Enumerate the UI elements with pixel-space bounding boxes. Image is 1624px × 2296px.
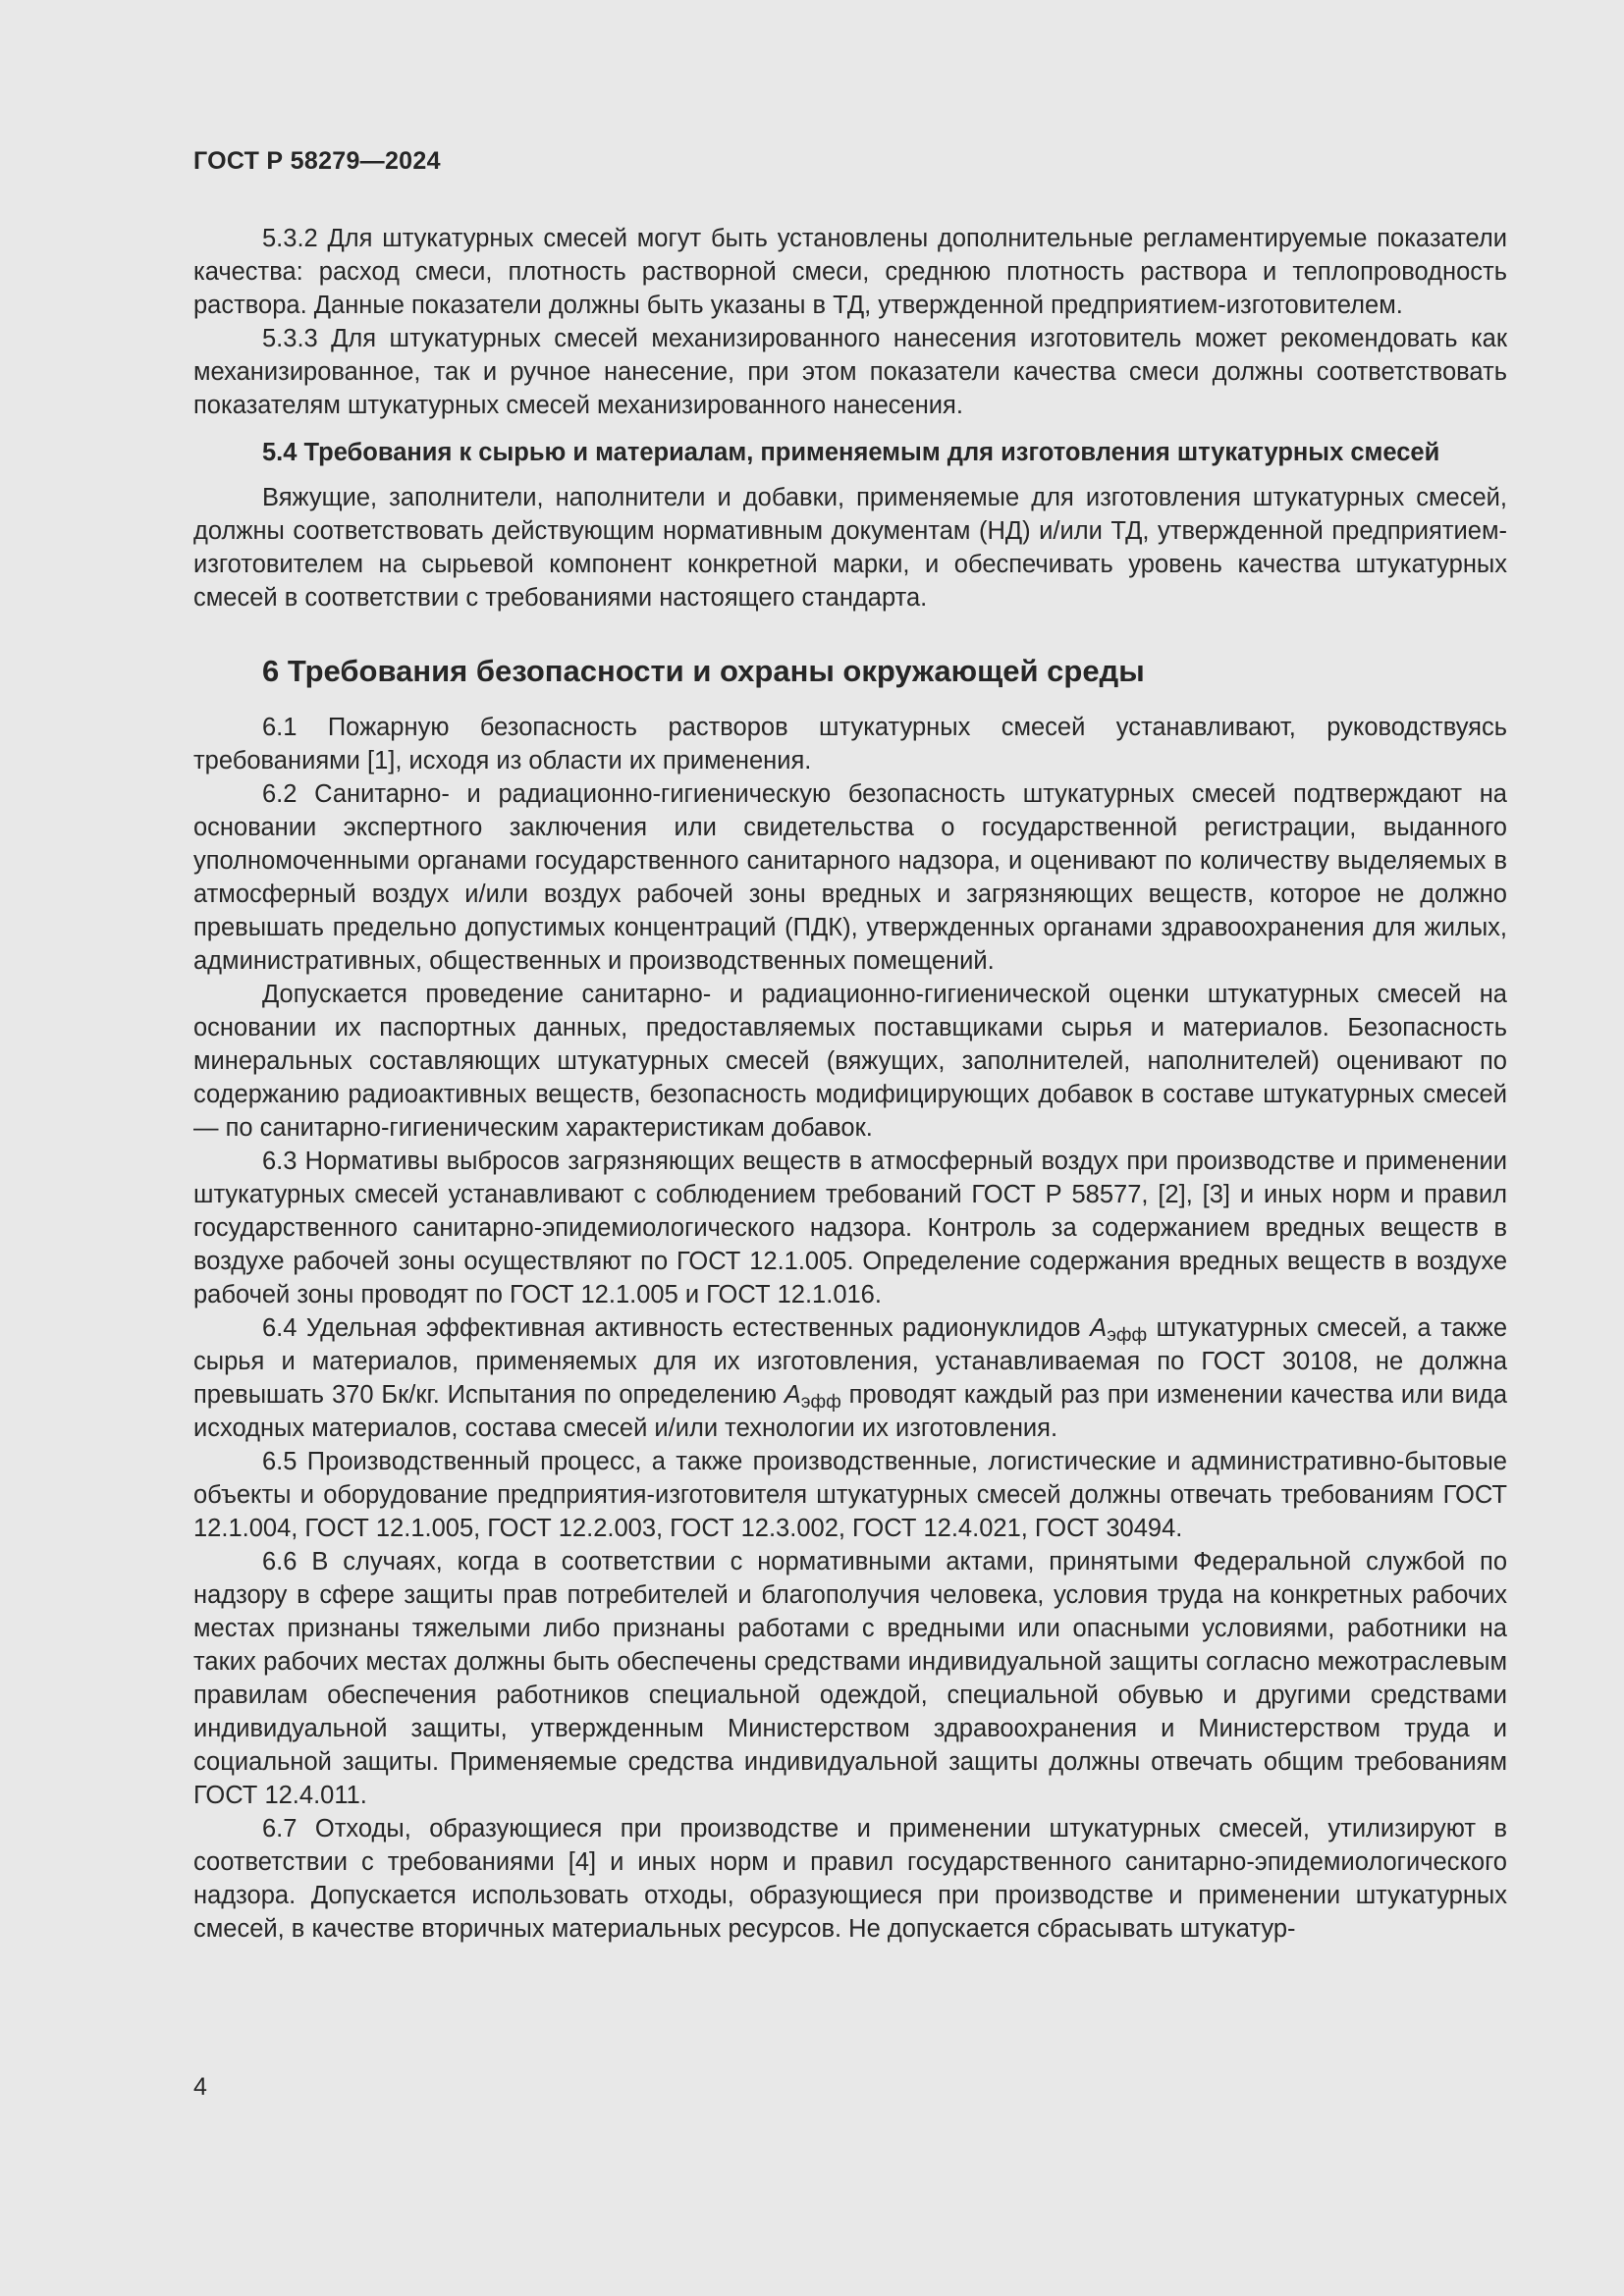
paragraph-5-4: Вяжущие, заполнители, наполнители и добавки, применяемые для изготовления штукатурных смесей, должны соответствовать действующим нормативным документам (НД) и/или ТД, утвержденной предприятием-изготовителем на сырьевой компонент конкретной марки, и обеспечивать уровень качества штукатурных смесей в соответствии с требованиями настоящего стандарта. <box>193 484 1507 612</box>
symbol-a: A <box>784 1381 801 1409</box>
document-body <box>193 222 1507 1946</box>
paragraph-6-2-continued: Допускается проведение санитарно- и радиационно-гигиенической оценки штукатурных смесей на основании их паспортных данных, предоставляемых поставщиками сырья и материалов. Безопасность минеральных составляющих штукатурных смесей (вяжущих, заполнителей, наполнителей) оценивают по содержанию радиоактивных веществ, безопасность модифицирующих добавок в составе штукатурных смесей — по санитарно-гигиеническим характеристикам добавок. <box>193 981 1507 1142</box>
paragraph-6-5: 6.5 Производственный процесс, а также производственные, логистические и административно-бытовые объекты и оборудование предприятия-изготовителя штукатурных смесей должны отвечать требованиям ГОСТ 12.1.004, ГОСТ 12.1.005, ГОСТ 12.2.003, ГОСТ 12.3.002, ГОСТ 12.4.021, ГОСТ 30494. <box>193 1448 1507 1542</box>
paragraph-5-3-3: 5.3.3 Для штукатурных смесей механизированного нанесения изготовитель может рекомендовать как механизированное, так и ручное нанесение, при этом показатели качества смеси должны соответствовать показателям штукатурных смесей механизированного нанесения. <box>193 325 1507 419</box>
paragraph-6-6: 6.6 В случаях, когда в соответствии с нормативными актами, принятыми Федеральной службой по надзору в сфере защиты прав потребителей и благополучия человека, условия труда на конкретных рабочих местах признаны тяжелыми либо признаны работами с вредными или опасными условиями, работники на таких рабочих местах должны быть обеспечены средствами индивидуальной защиты согласно межотраслевым правилам обеспечения работников специальной одеждой, специальной обувью и другими средствами индивидуальной защиты, утвержденным Министерством здравоохранения и Министерством труда и социальной защиты. Применяемые средства индивидуальной защиты должны отвечать общим требованиям ГОСТ 12.4.011. <box>193 1548 1507 1809</box>
subscript-eff: эфф <box>800 1392 841 1413</box>
subsection-heading-5-4: 5.4 Требования к сырью и материалам, применяемым для изготовления штукатурных смесей <box>262 439 1440 466</box>
paragraph-6-1: 6.1 Пожарную безопасность растворов штукатурных смесей устанавливают, руководствуясь требованиями [1], исходя из области их применения. <box>193 714 1507 774</box>
symbol-a: A <box>1090 1314 1108 1342</box>
paragraph-6-4 <box>193 1311 1507 1445</box>
page-number: 4 <box>193 2073 207 2101</box>
subscript-eff: эфф <box>1107 1325 1148 1346</box>
document-header: ГОСТ Р 58279—2024 <box>193 147 441 175</box>
paragraph-6-7: 6.7 Отходы, образующиеся при производстве и применении штукатурных смесей, утилизируют в соответствии с требованиями [4] и иных норм и правил государственного санитарно-эпидемиологического надзора. Допускается использовать отходы, образующиеся при производстве и применении штукатурных смесей, в качестве вторичных материальных ресурсов. Не допускается сбрасывать штукатур- <box>193 1815 1507 1943</box>
paragraph-6-3: 6.3 Нормативы выбросов загрязняющих веществ в атмосферный воздух при производстве и применении штукатурных смесей устанавливают с соблюдением требований ГОСТ Р 58577, [2], [3] и иных норм и правил государственного санитарно-эпидемиологического надзора. Контроль за содержанием вредных веществ в воздухе рабочей зоны осуществляют по ГОСТ 12.1.005. Определение содержания вредных веществ в воздухе рабочей зоны проводят по ГОСТ 12.1.005 и ГОСТ 12.1.016. <box>193 1148 1507 1308</box>
section-heading-6: 6 Требования безопасности и охраны окружающей среды <box>262 654 1145 688</box>
text-run: 6.4 Удельная эффективная активность естественных радионуклидов <box>262 1314 1091 1342</box>
text-run: штукатурных смесей, а также сырья и материалов, применяемых для их изготовления, устанавливаемая по ГОСТ 30108, не должна превышать 370 Бк/кг. Испытания по определению <box>193 1314 1508 1409</box>
paragraph-5-3-2: 5.3.2 Для штукатурных смесей могут быть установлены дополнительные регламентируемые показатели качества: расход смеси, плотность растворной смеси, среднюю плотность раствора и теплопроводность раствора. Данные показатели должны быть указаны в ТД, утвержденной предприятием-изготовителем. <box>193 225 1507 319</box>
paragraph-6-2: 6.2 Санитарно- и радиационно-гигиеническую безопасность штукатурных смесей подтверждают на основании экспертного заключения или свидетельства о государственной регистрации, выданного уполномоченными органами государственного санитарного надзора, и оценивают по количеству выделяемых в атмосферный воздух и/или воздух рабочей зоны вредных и загрязняющих веществ, которое не должно превышать предельно допустимых концентраций (ПДК), утвержденных органами здравоохранения для жилых, административных, общественных и производственных помещений. <box>193 780 1507 975</box>
text-run: проводят каждый раз при изменении качества или вида исходных материалов, состава смесей и/или технологии их изготовления. <box>193 1381 1508 1442</box>
